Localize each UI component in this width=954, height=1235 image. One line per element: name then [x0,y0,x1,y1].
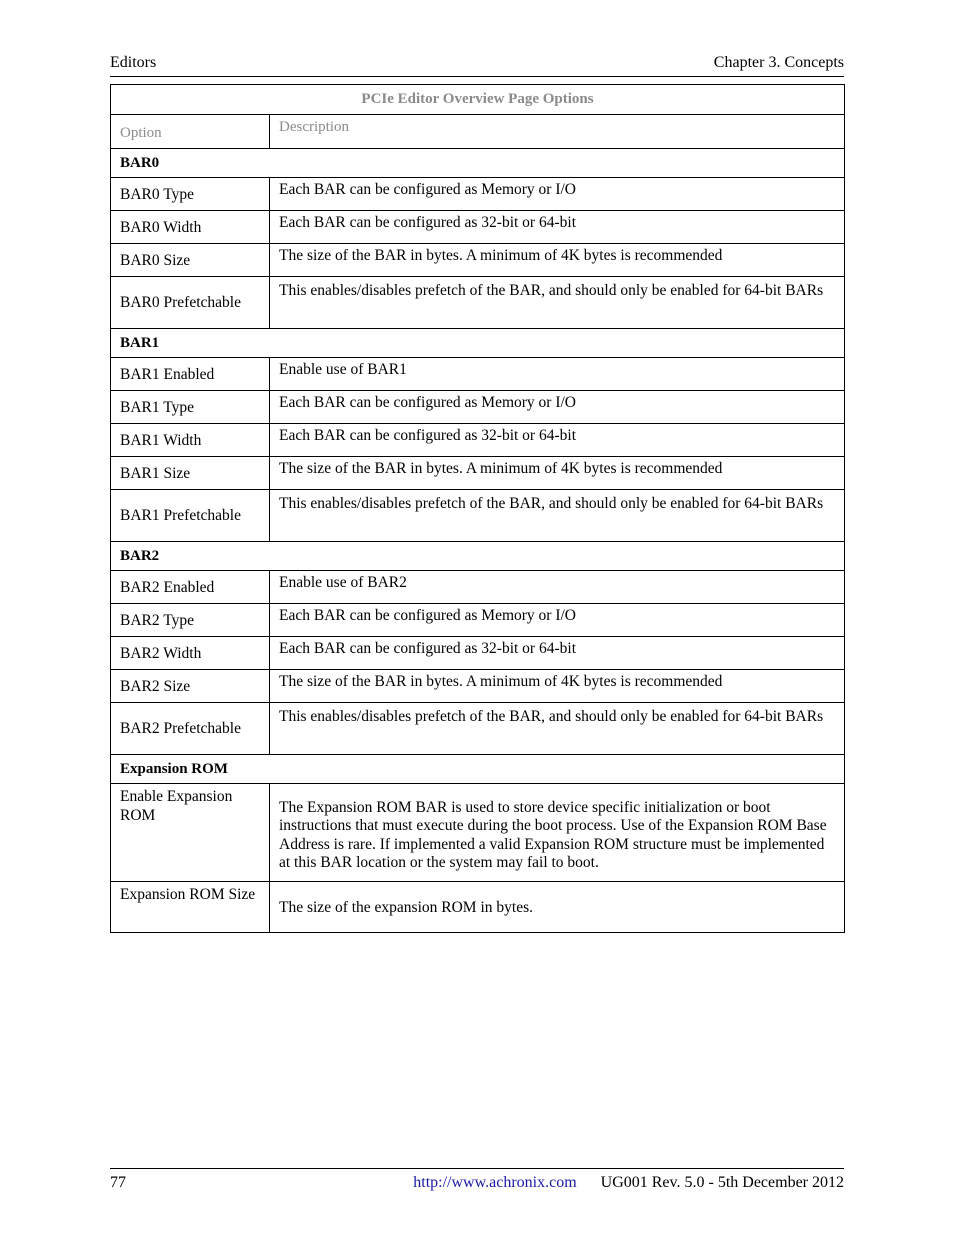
table-row [111,391,845,424]
description-cell: This enables/disables prefetch of the BAR, and should only be enabled for 64-bit BARs [270,277,845,329]
table-row [111,882,845,933]
table-row [111,490,845,542]
table-row [111,571,845,604]
table-row [111,670,845,703]
description-cell: Enable use of BAR1 [270,358,845,391]
group-row-bar0 [111,149,845,178]
table-header-row [111,115,845,149]
group-title: BAR0 [111,149,845,178]
option-cell: BAR1 Width [111,424,270,457]
running-header [110,54,844,77]
table-caption-row [111,85,845,115]
table-row [111,211,845,244]
description-cell: Each BAR can be configured as Memory or I/O [270,604,845,637]
description-cell: Each BAR can be configured as Memory or I/O [270,178,845,211]
column-header-option: Option [111,115,270,149]
option-cell: BAR1 Enabled [111,358,270,391]
document-info: UG001 Rev. 5.0 - 5th December 2012 [600,1174,844,1191]
column-header-description: Description [270,115,845,149]
option-cell: BAR1 Type [111,391,270,424]
description-cell: The size of the expansion ROM in bytes. [270,882,845,933]
table-row [111,457,845,490]
description-cell: Each BAR can be configured as 32-bit or 64-bit [270,211,845,244]
table-caption: PCIe Editor Overview Page Options [111,85,845,115]
table-row [111,178,845,211]
option-cell: BAR0 Prefetchable [111,277,270,329]
website-link[interactable]: http://www.achronix.com [413,1174,577,1191]
option-cell: BAR0 Type [111,178,270,211]
description-cell: Each BAR can be configured as Memory or I/O [270,391,845,424]
option-cell: BAR2 Enabled [111,571,270,604]
description-cell: This enables/disables prefetch of the BAR, and should only be enabled for 64-bit BARs [270,703,845,755]
description-cell: This enables/disables prefetch of the BAR, and should only be enabled for 64-bit BARs [270,490,845,542]
option-cell: BAR0 Size [111,244,270,277]
table-row [111,637,845,670]
pcie-options-table [110,84,845,933]
group-title: Expansion ROM [111,755,845,784]
table-row [111,277,845,329]
table-row [111,244,845,277]
description-cell: Enable use of BAR2 [270,571,845,604]
group-row-bar2 [111,542,845,571]
option-cell: BAR2 Prefetchable [111,703,270,755]
table-row [111,784,845,882]
table-row [111,424,845,457]
table-row [111,703,845,755]
option-cell: BAR2 Type [111,604,270,637]
table-row [111,604,845,637]
page-number: 77 [110,1174,126,1191]
description-cell: The size of the BAR in bytes. A minimum of 4K bytes is recommended [270,670,845,703]
description-cell: Each BAR can be configured as 32-bit or 64-bit [270,424,845,457]
running-footer [110,1168,844,1191]
footer-right [413,1174,844,1192]
description-cell: The Expansion ROM BAR is used to store device specific initialization or boot instructions that must execute during the boot process. Use of the Expansion ROM Base Address is rare. If implemented a valid Expansion ROM structure must be implemented at this BAR location or the system may fail to boot. [270,784,845,882]
chapter-title: Chapter 3. Concepts [713,54,844,71]
group-title: BAR1 [111,329,845,358]
description-cell: The size of the BAR in bytes. A minimum of 4K bytes is recommended [270,457,845,490]
option-cell: BAR2 Width [111,637,270,670]
description-cell: The size of the BAR in bytes. A minimum of 4K bytes is recommended [270,244,845,277]
option-cell: BAR1 Size [111,457,270,490]
option-cell: BAR0 Width [111,211,270,244]
option-cell: Enable Expansion ROM [111,784,270,882]
option-cell: BAR2 Size [111,670,270,703]
group-row-bar1 [111,329,845,358]
table-row [111,358,845,391]
option-cell: BAR1 Prefetchable [111,490,270,542]
group-title: BAR2 [111,542,845,571]
group-row-expansion-rom [111,755,845,784]
description-cell: Each BAR can be configured as 32-bit or 64-bit [270,637,845,670]
option-cell: Expansion ROM Size [111,882,270,933]
section-title: Editors [110,54,157,71]
